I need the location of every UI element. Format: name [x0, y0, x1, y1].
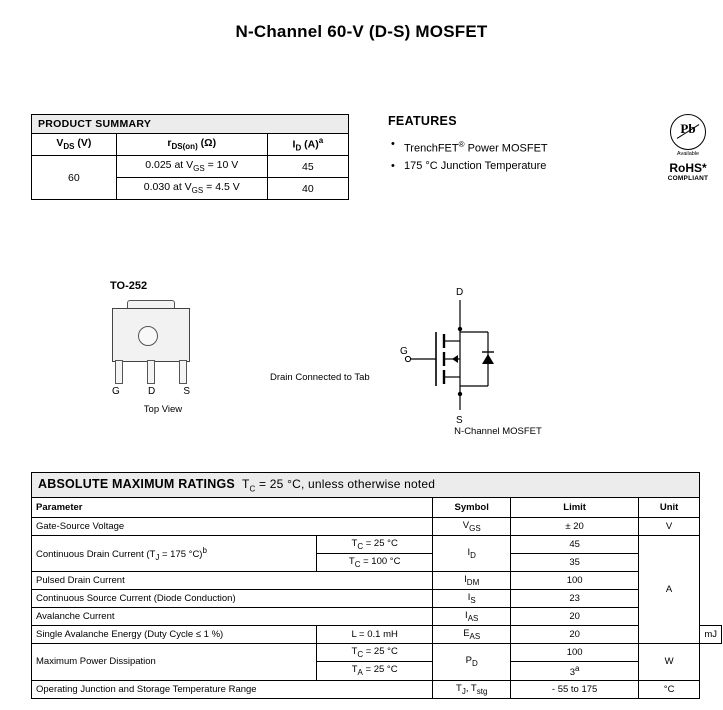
cell-parameter: Single Avalanche Energy (Duty Cycle ≤ 1 %) — [32, 625, 317, 643]
column-header-vds: $V_{DS}$ (V) — [32, 134, 117, 156]
mosfet-symbol-icon — [400, 284, 600, 434]
table-row — [32, 589, 722, 607]
pin-label-g: G — [112, 386, 120, 397]
features-list — [388, 136, 648, 175]
table-row — [32, 643, 722, 661]
cell-parameter: Continuous Drain Current ($T_J = 175$ °C)$^b$ — [32, 536, 317, 572]
cell-rdson-1: 0.025 at $V_{GS} = 10$ V — [116, 156, 267, 178]
cell-vds-value: 60 — [32, 156, 117, 200]
cell-parameter: Continuous Source Current (Diode Conduction) — [32, 589, 433, 607]
cell-limit: 23 — [511, 589, 639, 607]
cell-rdson-2: 0.030 at $V_{GS} = 4.5$ V — [116, 178, 267, 200]
package-view-label: Top View — [143, 404, 183, 415]
datasheet-page — [0, 22, 723, 710]
cell-symbol: $I_D$ — [433, 536, 511, 572]
cell-symbol: $T_J$, $T_{stg}$ — [433, 680, 511, 698]
cell-id-1: 45 — [267, 156, 348, 178]
cell-limit: 100 — [511, 643, 639, 661]
pin-label-d: D — [147, 386, 156, 397]
cell-symbol: $I_S$ — [433, 589, 511, 607]
svg-text:D: D — [456, 287, 464, 298]
cell-limit: 45 — [511, 536, 639, 554]
pb-text: Pb — [680, 121, 696, 136]
column-header-id: $I_D$ $(A)^a$ — [267, 134, 348, 156]
package-name: TO-252 — [110, 280, 148, 292]
cell-limit: 3$^a$ — [511, 661, 639, 680]
cell-limit: 100 — [511, 572, 639, 590]
page-title: N-Channel 60-V (D-S) MOSFET — [235, 22, 488, 41]
rohs-available-label: Available — [676, 151, 700, 157]
svg-text:G: G — [400, 346, 408, 357]
cell-condition: $T_A = 25$ °C — [317, 661, 433, 680]
package-drawing-block — [80, 280, 370, 415]
column-header-limit: Limit — [511, 498, 639, 518]
table-row — [32, 156, 349, 178]
cell-condition: $T_C = 25$ °C — [317, 536, 433, 554]
cell-limit: 20 — [511, 625, 639, 643]
schematic-symbol-block — [400, 284, 600, 444]
rohs-badge — [660, 114, 716, 182]
cell-symbol: $I_{DM}$ — [433, 572, 511, 590]
cell-parameter: Maximum Power Dissipation — [32, 643, 317, 680]
cell-unit: V — [638, 518, 699, 536]
cell-symbol: $E_{AS}$ — [433, 625, 511, 643]
absolute-maximum-ratings-table — [31, 472, 722, 699]
table-row — [32, 518, 722, 536]
package-mounting-hole-icon — [138, 326, 158, 346]
table-row — [32, 572, 722, 590]
cell-limit: 35 — [511, 554, 639, 572]
package-lead-1 — [115, 360, 123, 384]
cell-condition: $T_C = 100$ °C — [317, 554, 433, 572]
table-row — [32, 134, 349, 156]
package-note: Drain Connected to Tab — [270, 372, 370, 383]
features-section — [388, 114, 648, 175]
cell-unit: A — [638, 536, 699, 643]
cell-parameter: Operating Junction and Storage Temperature Range — [32, 680, 433, 698]
cell-limit: - 55 to 175 — [511, 680, 639, 698]
package-outline-graphic — [102, 300, 222, 415]
rohs-label: RoHS* — [669, 161, 707, 175]
column-header-parameter: Parameter — [32, 498, 433, 518]
table-row — [32, 680, 722, 698]
cell-symbol: $V_{GS}$ — [433, 518, 511, 536]
list-item: • 175 °C Junction Temperature — [402, 158, 648, 175]
package-lead-2 — [147, 360, 155, 384]
column-header-rdson: $r_{DS(on)}$ (Ω) — [116, 134, 267, 156]
table-row — [32, 607, 722, 625]
product-summary-heading: PRODUCT SUMMARY — [32, 115, 349, 134]
package-lead-3 — [179, 360, 187, 384]
cell-condition: L = 0.1 mH — [317, 625, 433, 643]
cell-limit: 20 — [511, 607, 639, 625]
cell-unit: W — [638, 643, 699, 680]
schematic-caption: N-Channel MOSFET — [454, 426, 542, 437]
table-row — [32, 498, 722, 518]
package-pin-labels — [112, 386, 190, 397]
amr-title: ABSOLUTE MAXIMUM RATINGS $T_C = 25$ °C, unless otherwise noted — [32, 473, 700, 498]
svg-text:S: S — [456, 415, 463, 426]
cell-symbol: $I_{AS}$ — [433, 607, 511, 625]
rohs-compliant-label: COMPLIANT — [667, 175, 709, 182]
cell-parameter: Avalanche Current — [32, 607, 433, 625]
cell-condition: $T_C = 25$ °C — [317, 643, 433, 661]
cell-parameter: Pulsed Drain Current — [32, 572, 433, 590]
cell-id-2: 40 — [267, 178, 348, 200]
column-header-symbol: Symbol — [433, 498, 511, 518]
cell-symbol: $P_D$ — [433, 643, 511, 680]
table-row — [32, 115, 349, 134]
cell-limit: ± 20 — [511, 518, 639, 536]
table-row — [32, 473, 722, 498]
table-row — [32, 625, 722, 643]
features-heading: FEATURES — [388, 114, 457, 128]
product-summary-table — [31, 114, 349, 200]
pin-label-s: S — [183, 386, 190, 397]
list-item: • TrenchFET® Power MOSFET — [402, 136, 648, 158]
lead-free-icon — [670, 114, 706, 150]
cell-parameter: Gate-Source Voltage — [32, 518, 433, 536]
cell-unit: mJ — [700, 625, 722, 643]
column-header-unit: Unit — [638, 498, 699, 518]
cell-unit: °C — [638, 680, 699, 698]
table-row — [32, 536, 722, 554]
